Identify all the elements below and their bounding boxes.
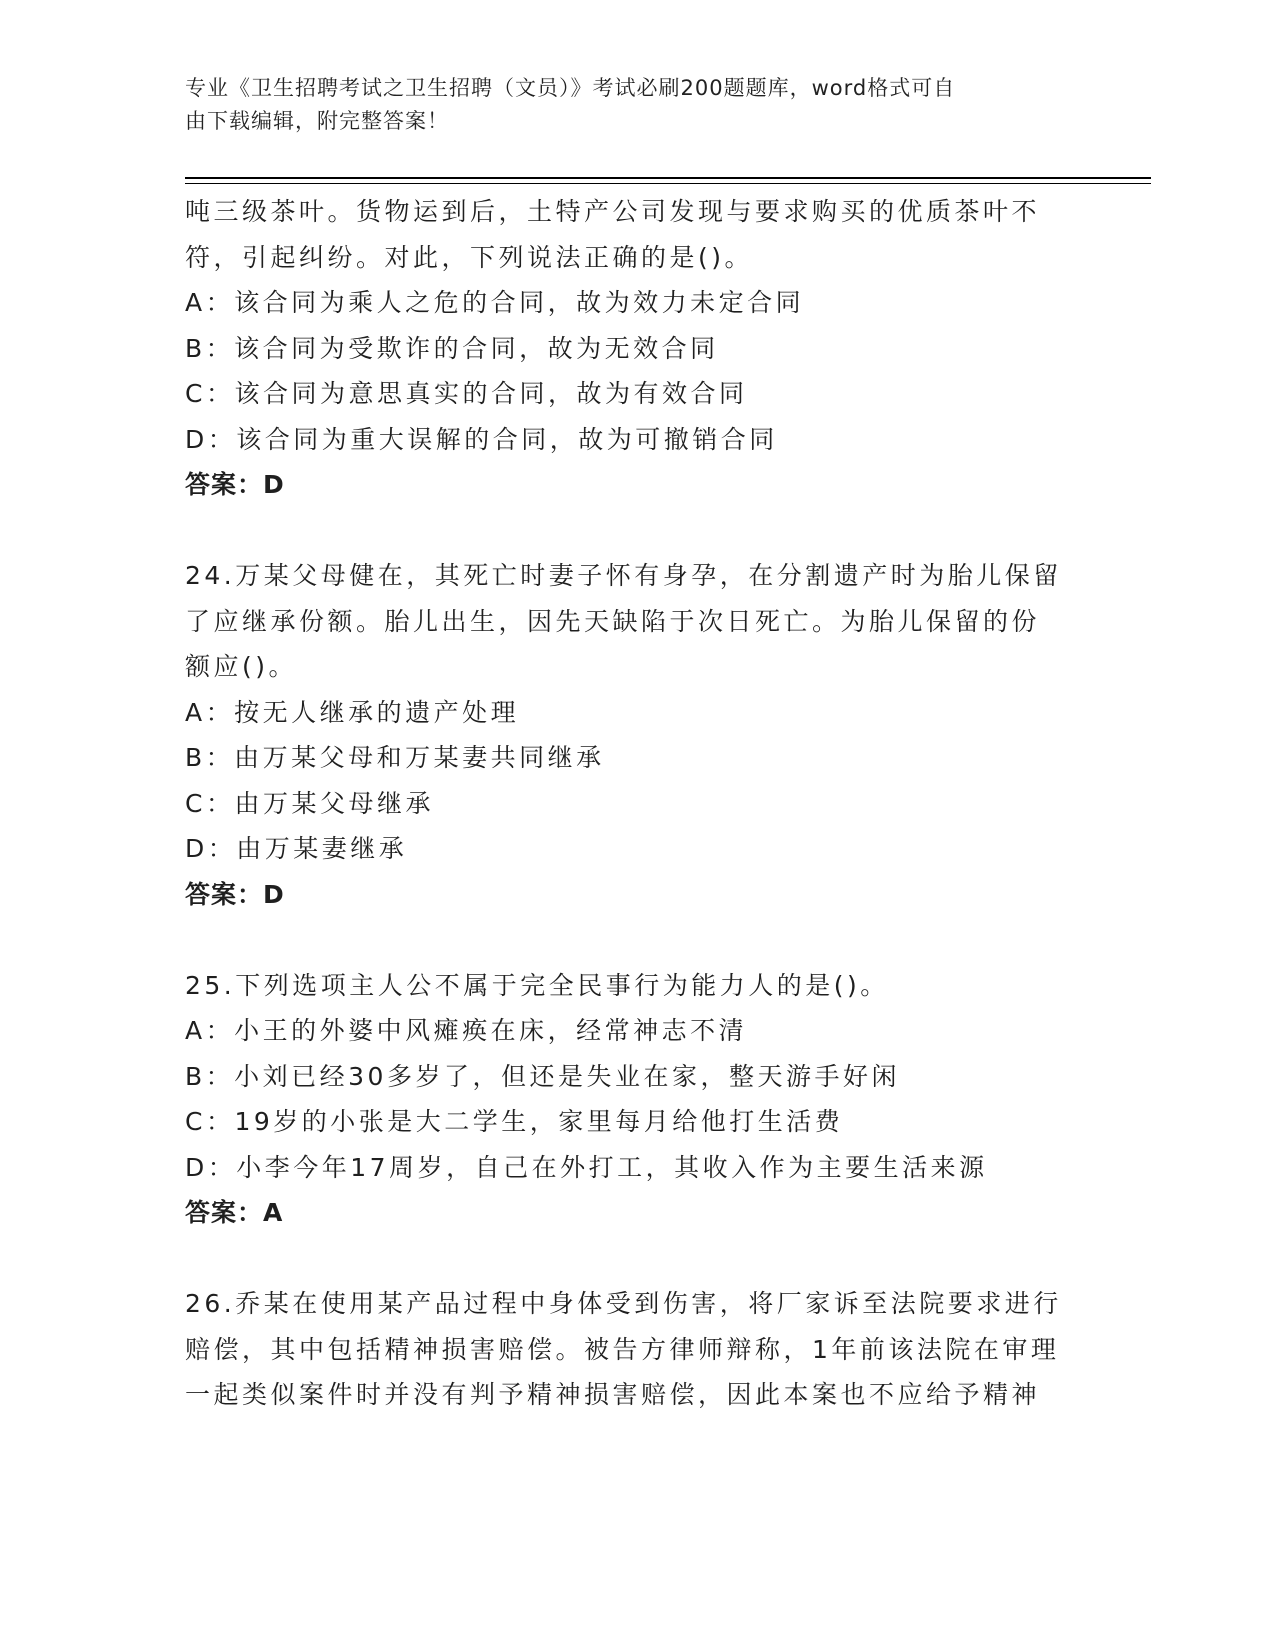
question-23	[185, 189, 1085, 508]
option-d: D：由万某妻继承	[185, 834, 408, 863]
page-header	[185, 72, 1075, 138]
option-d: D：该合同为重大误解的合同，故为可撤销合同	[185, 424, 778, 454]
blank-line	[185, 508, 1085, 554]
question-26	[185, 1281, 1085, 1418]
question-text-line: 一起类似案件时并没有判予精神损害赔偿，因此本案也不应给予精神	[185, 1380, 1041, 1409]
question-24	[185, 553, 1085, 917]
question-text-line: 赔偿，其中包括精神损害赔偿。被告方律师辩称，1年前该法院在审理	[185, 1334, 1060, 1364]
option-b: B：由万某父母和万某妻共同继承	[185, 743, 605, 772]
option-b: B：小刘已经30多岁了，但还是失业在家，整天游手好闲	[185, 1061, 900, 1091]
header-line-2: 由下载编辑，附完整答案！	[185, 109, 449, 133]
blank-line	[185, 1236, 1085, 1282]
question-25	[185, 963, 1085, 1236]
option-b: B：该合同为受欺诈的合同，故为无效合同	[185, 333, 719, 363]
header-rule-thin	[185, 183, 1151, 184]
option-c: C：19岁的小张是大二学生，家里每月给他打生活费	[185, 1107, 844, 1136]
question-text-line: 25.下列选项主人公不属于完全民事行为能力人的是()。	[185, 970, 889, 1000]
option-a: A：小王的外婆中风瘫痪在床，经常神志不清	[185, 1016, 748, 1045]
option-c: C：由万某父母继承	[185, 788, 434, 818]
option-a: A：按无人继承的遗产处理	[185, 697, 520, 727]
question-text-line: 符，引起纠纷。对此，下列说法正确的是()。	[185, 242, 754, 272]
blank-line	[185, 917, 1085, 963]
option-c: C：该合同为意思真实的合同，故为有效合同	[185, 379, 748, 408]
answer-line: 答案：D	[185, 879, 285, 909]
option-d: D：小李今年17周岁，自己在外打工，其收入作为主要生活来源	[185, 1152, 988, 1182]
question-text-line: 吨三级茶叶。货物运到后，土特产公司发现与要求购买的优质茶叶不	[185, 197, 1041, 226]
question-text-line: 额应()。	[185, 652, 298, 681]
answer-line: 答案：A	[185, 1198, 284, 1227]
question-text-line: 了应继承份额。胎儿出生，因先天缺陷于次日死亡。为胎儿保留的份	[185, 606, 1041, 636]
answer-line: 答案：D	[185, 470, 285, 499]
header-line-1: 专业《卫生招聘考试之卫生招聘（文员）》考试必刷200题题库，word格式可自	[185, 76, 956, 100]
option-a: A：该合同为乘人之危的合同，故为效力未定合同	[185, 288, 805, 317]
question-text-line: 24.万某父母健在，其死亡时妻子怀有身孕，在分割遗产时为胎儿保留	[185, 561, 1062, 590]
question-content	[185, 189, 1085, 1418]
header-rule-thick	[185, 177, 1151, 179]
question-text-line: 26.乔某在使用某产品过程中身体受到伤害，将厂家诉至法院要求进行	[185, 1289, 1062, 1318]
